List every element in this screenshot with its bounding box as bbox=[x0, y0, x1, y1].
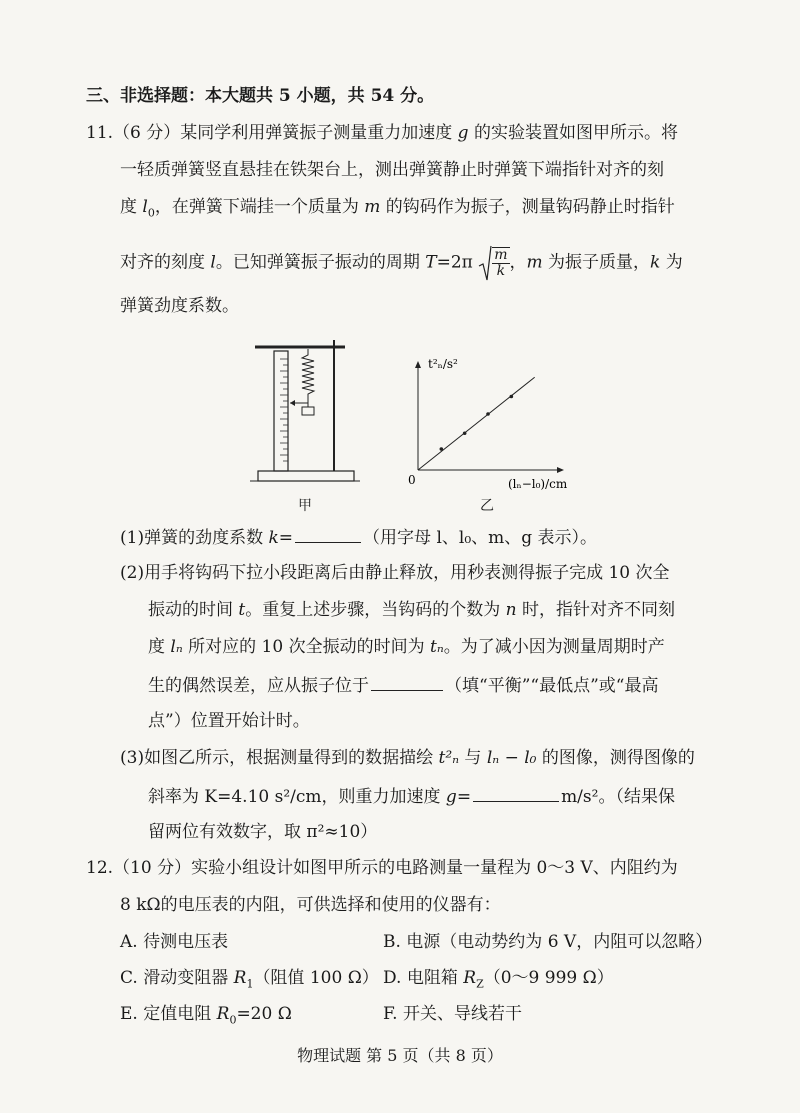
x-axis-arrow bbox=[557, 467, 564, 473]
y-axis-arrow bbox=[415, 361, 421, 368]
origin-label: 0 bbox=[408, 473, 416, 487]
data-point-3 bbox=[486, 412, 490, 416]
q12-option-c: C. 滑动变阻器 $R_1$（阻值 100 Ω） bbox=[120, 968, 379, 991]
t-squared-vs-length-graph bbox=[396, 350, 571, 500]
q11-part-3-line-3: 留两位有效数字，取 π²≈10） bbox=[148, 822, 378, 842]
q11-line-2: 一轻质弹簧竖直悬挂在铁架台上，测出弹簧静止时弹簧下端指针对齐的刻 bbox=[120, 160, 664, 180]
q11-part-2-line-2: 振动的时间 t。重复上述步骤，当钩码的个数为 n 时，指针对齐不同刻 bbox=[148, 600, 676, 620]
q12-line-1: 12.（10 分）实验小组设计如图甲所示的电路测量一量程为 0～3 V、内阻约为 bbox=[86, 858, 678, 878]
answer-blank-3[interactable] bbox=[473, 783, 559, 802]
x-axis-label: (lₙ−l₀)/cm bbox=[508, 477, 568, 491]
q11-line-3: 度 $l_0$，在弹簧下端挂一个质量为 m 的钩码作为振子，测量钩码静止时指针 bbox=[120, 197, 675, 220]
q11-part-2-line-5: 点”）位置开始计时。 bbox=[148, 711, 310, 731]
answer-blank-1[interactable] bbox=[295, 524, 361, 543]
data-point-1 bbox=[440, 447, 444, 451]
page-footer: 物理试题 第 5 页（共 8 页） bbox=[297, 1046, 503, 1065]
q12-option-a: A. 待测电压表 bbox=[120, 932, 229, 952]
q11-part-2-line-1: (2)用手将钩码下拉小段距离后由静止释放，用秒表测得振子完成 10 次全 bbox=[120, 563, 670, 583]
q11-part-3-line-1: (3)如图乙所示，根据测量得到的数据描绘 t²ₙ 与 lₙ − l₀ 的图像，测得图像的 bbox=[120, 748, 695, 768]
data-point-2 bbox=[463, 431, 467, 435]
q11-line-5: 弹簧劲度系数。 bbox=[120, 296, 239, 316]
q12-option-f: F. 开关、导线若干 bbox=[383, 1004, 522, 1024]
q12-line-2: 8 kΩ的电压表的内阻，可供选择和使用的仪器有： bbox=[120, 895, 501, 915]
q11-part-2-line-4: 生的偶然误差，应从振子位于 （填“平衡”“最低点”或“最高 bbox=[148, 672, 658, 698]
q11-part-2-line-3: 度 lₙ 所对应的 10 次全振动的时间为 tₙ。为了减小因为测量周期时产 bbox=[148, 637, 665, 657]
q11-part-1: (1)弹簧的劲度系数 k= （用字母 l、l₀、m、g 表示）。 bbox=[120, 524, 597, 550]
q11-part-3-line-2: 斜率为 K=4.10 s²/cm，则重力加速度 g= m/s²。（结果保 bbox=[148, 783, 675, 809]
q11-line-1: 11.（6 分）某同学利用弹簧振子测量重力加速度 g 的实验装置如图甲所示。将 bbox=[86, 123, 678, 143]
fit-line bbox=[418, 377, 535, 470]
section-title: 三、非选择题：本大题共 5 小题，共 54 分。 bbox=[86, 86, 435, 106]
figure-jia-label: 甲 bbox=[298, 498, 312, 514]
sqrt-formula: $\frac{m}{k}$ bbox=[478, 244, 509, 282]
y-axis-label: t²ₙ/s² bbox=[428, 357, 458, 371]
data-point-4 bbox=[510, 395, 514, 399]
figure-yi-label: 乙 bbox=[480, 498, 494, 514]
answer-blank-2[interactable] bbox=[371, 672, 443, 691]
q11-line-4: 对齐的刻度 l。已知弹簧振子振动的周期 T=2π $\frac{m}{k}$ ，m 为振子质量，k 为 bbox=[120, 244, 683, 282]
q12-option-b: B. 电源（电动势约为 6 V，内阻可以忽略） bbox=[383, 932, 713, 952]
q12-option-d: D. 电阻箱 $R_Z(0\sim 9$ 999 Ω） bbox=[383, 968, 614, 991]
apparatus-figure bbox=[250, 335, 360, 495]
q12-option-e: E. 定值电阻 $R_0=20$ Ω bbox=[120, 1004, 292, 1027]
